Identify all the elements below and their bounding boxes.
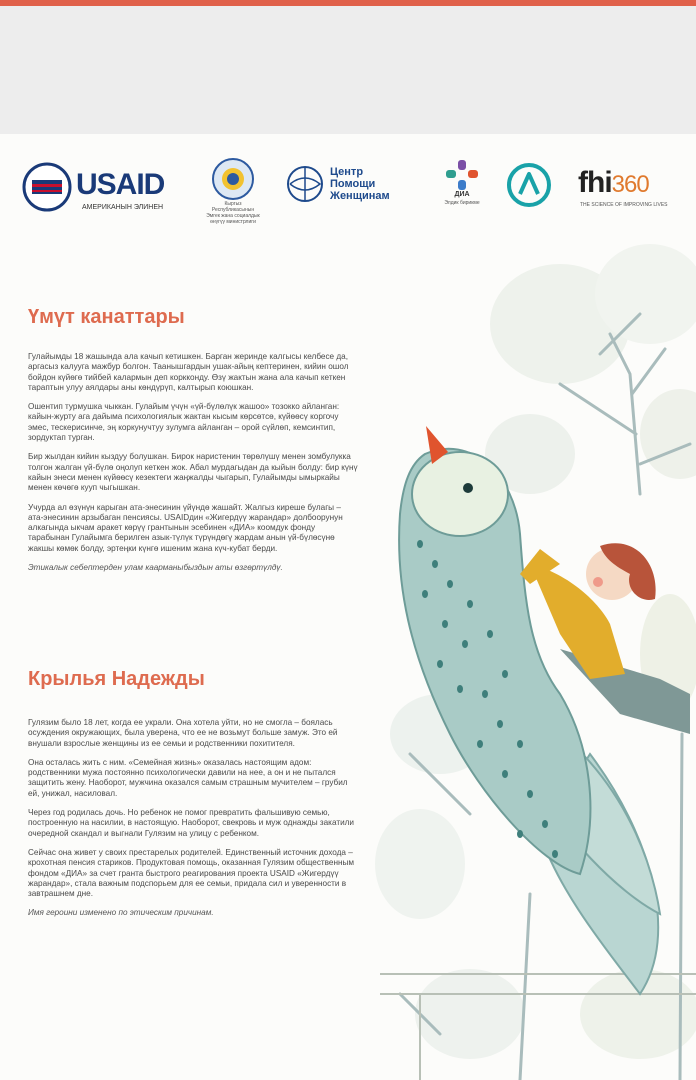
dia-logo [434, 158, 490, 218]
kyrgyz-body [28, 352, 358, 582]
kyrgyz-note: Этикалык себептерден улам каарманыбыздын аты өзгөртүлдү. [28, 563, 283, 573]
bird-dot [422, 590, 428, 598]
usaid-seal-icon [22, 162, 72, 212]
dia-caption: Элдик бирикме [444, 200, 480, 206]
russian-paragraph: Гулязим было 18 лет, когда ее украли. Она хотела уйти, но не смогла – боялась осуждения окружающих, была уверена, что ее не возьмут больше замуж. Это ей внушали взрослые женщины из ее семьи и родственники похитителя. [28, 718, 338, 748]
russian-body [28, 718, 358, 928]
bird-dot [487, 630, 493, 638]
russian-paragraph: Она осталась жить с ним. «Семейная жизнь» оказалась настоящим адом: родственники мужа постоянно психологически давили на нее, а он и не пытался защитить жену. Наоборот, мужчина оказался самым страшным мучителем – грубил ей, унижал, насиловал. [28, 757, 348, 798]
kyrgyz-section [28, 306, 358, 329]
bird-dot [477, 740, 483, 748]
a-circle-logo [506, 158, 556, 218]
globe-hands-icon [282, 162, 328, 208]
usaid-wordmark: USAID [76, 168, 165, 201]
women-center-name: Центр Помощи Женщинам [330, 166, 390, 202]
usaid-logo [22, 158, 182, 218]
girl-cheek [593, 577, 603, 587]
dia-flower-icon [446, 160, 478, 190]
ministry-logo [206, 158, 260, 225]
kyrgyz-paragraph: Учурда ал өзүнүн карыган ата-энесинин үйүндө жашайт. Жалгыз киреше булагы – ата-энесинин арзыбаган пенсиясы. USAIDдин «Жигердүү жарандар» долбоорунун алкагында ыкчам аракет көрүү грантынын эсебинен «ДИА» коомдук фонду тарабынан Гулайымга берилген азык-түлүк түрүндөгү жардам анын үй-бүлөсүнө жакшы көмөк болду, эртеңки күнгө ишеним жана күч-кубат берди. [28, 502, 343, 553]
ministry-caption: Кыргыз Республикасынын Эмгек жана социалдык өнүгүү министрлиги [206, 201, 260, 225]
bird-dot [462, 640, 468, 648]
bird-dot [552, 850, 558, 858]
poster [0, 134, 696, 1080]
bird-dot [432, 560, 438, 568]
kyrgyz-paragraph: Ошентип турмушка чыккан. Гулайым үчүн «үй-бүлөлүк жашоо» тозокко айланган: кайын-журту ага дайыма психологиялык жактан кысым көрсөтсө, күйөөсү коргочу эмес, тескерисинче, эң коркунучтуу зулумга айланган – орой сүйлөп, кемсинтип, зордуктап турган. [28, 402, 340, 443]
tree-branch [560, 384, 636, 434]
kyrgyz-paragraph: Гулайымды 18 жашында ала качып кетишкен. Барган жеринде калгысы келбесе да, аргасыз калууга мажбур болгон. Таанышгардын ушак-айың кептеринен, кийин ошол бойдон күйөгө тийбей калармын деп коркконду. Өзү жактын жана ала качып кеткен тараптын улуу аялдары аны көндүрүп, калтырып коюшкан. [28, 352, 349, 392]
russian-note: Имя героини изменено по этическим причинам. [28, 908, 214, 918]
fhi-tagline: THE SCIENCE OF IMPROVING LIVES [580, 202, 668, 208]
tree-branch [632, 349, 665, 394]
bird-dot [437, 660, 443, 668]
fhi360-logo [578, 158, 682, 218]
usaid-subtitle: АМЕРИКАНЫН ЭЛИНЕН [82, 204, 164, 211]
bird-dot [467, 600, 473, 608]
tree-blob [375, 809, 465, 919]
ministry-emblem-icon [212, 158, 254, 200]
tree-blob [640, 389, 696, 479]
tree-blob [415, 969, 525, 1059]
bird-eye [463, 483, 473, 493]
bird-dot [482, 690, 488, 698]
kyrgyz-title: Үмүт канаттары [28, 306, 185, 328]
top-grey-band [0, 6, 696, 134]
bird-dot [447, 580, 453, 588]
russian-paragraph: Сейчас она живет у своих престарелых родителей. Единственный источник дохода – крохотная пенсия стариков. Продуктовая помощь, оказанная Гулязим общественным фондом «ДИА» за счет гранта быстрого реагирования проекта USAID «Жигердүү жарандар», стала важным подспорьем для ее семьи, придала сил и уверенности в завтрашнем дне. [28, 847, 355, 899]
kyrgyz-paragraph: Бир жылдан кийин кыздуу болушкан. Бирок наристенин төрөлүшү менен зомбулукка толгон жалган үй-бүлө оңолуп кеткен жок. Абал мурдагыдан да кыйын болду: бир күнү кайын энеси менен күйөөсү кезектеги жаңжалды чыгарып, Гулайымды ымыркайы менен көчөгө кууп чыгышкан. [28, 452, 358, 493]
bird-dot [542, 820, 548, 828]
fhi-wordmark: fhi360 [578, 166, 649, 199]
bird-dot [517, 740, 523, 748]
bird-dot [517, 830, 523, 838]
dia-name: ДИА [454, 191, 470, 198]
bird-and-girl-illustration [0, 134, 696, 1080]
bird-dot [442, 620, 448, 628]
partner-logos [22, 158, 682, 225]
a-letter-icon [506, 162, 552, 208]
bird-dot [457, 685, 463, 693]
women-center-logo [282, 158, 412, 218]
tree-trunk [520, 894, 530, 1080]
bird-dot [497, 720, 503, 728]
bird-dot [502, 770, 508, 778]
tree-trunk [680, 734, 682, 1080]
bird-dot [527, 790, 533, 798]
bird-dot [417, 540, 423, 548]
russian-title: Крылья Надежды [28, 668, 205, 690]
bird-head [412, 452, 508, 536]
russian-section [28, 668, 358, 691]
bird-dot [502, 670, 508, 678]
russian-paragraph: Через год родилась дочь. Но ребенок не помог превратить фальшивую семью, построенную на насилии, в настоящую. Наоборот, свекровь и муж однажды закатили очередной скандал и выгнали Гулязим на улицу с ребенком. [28, 808, 354, 838]
